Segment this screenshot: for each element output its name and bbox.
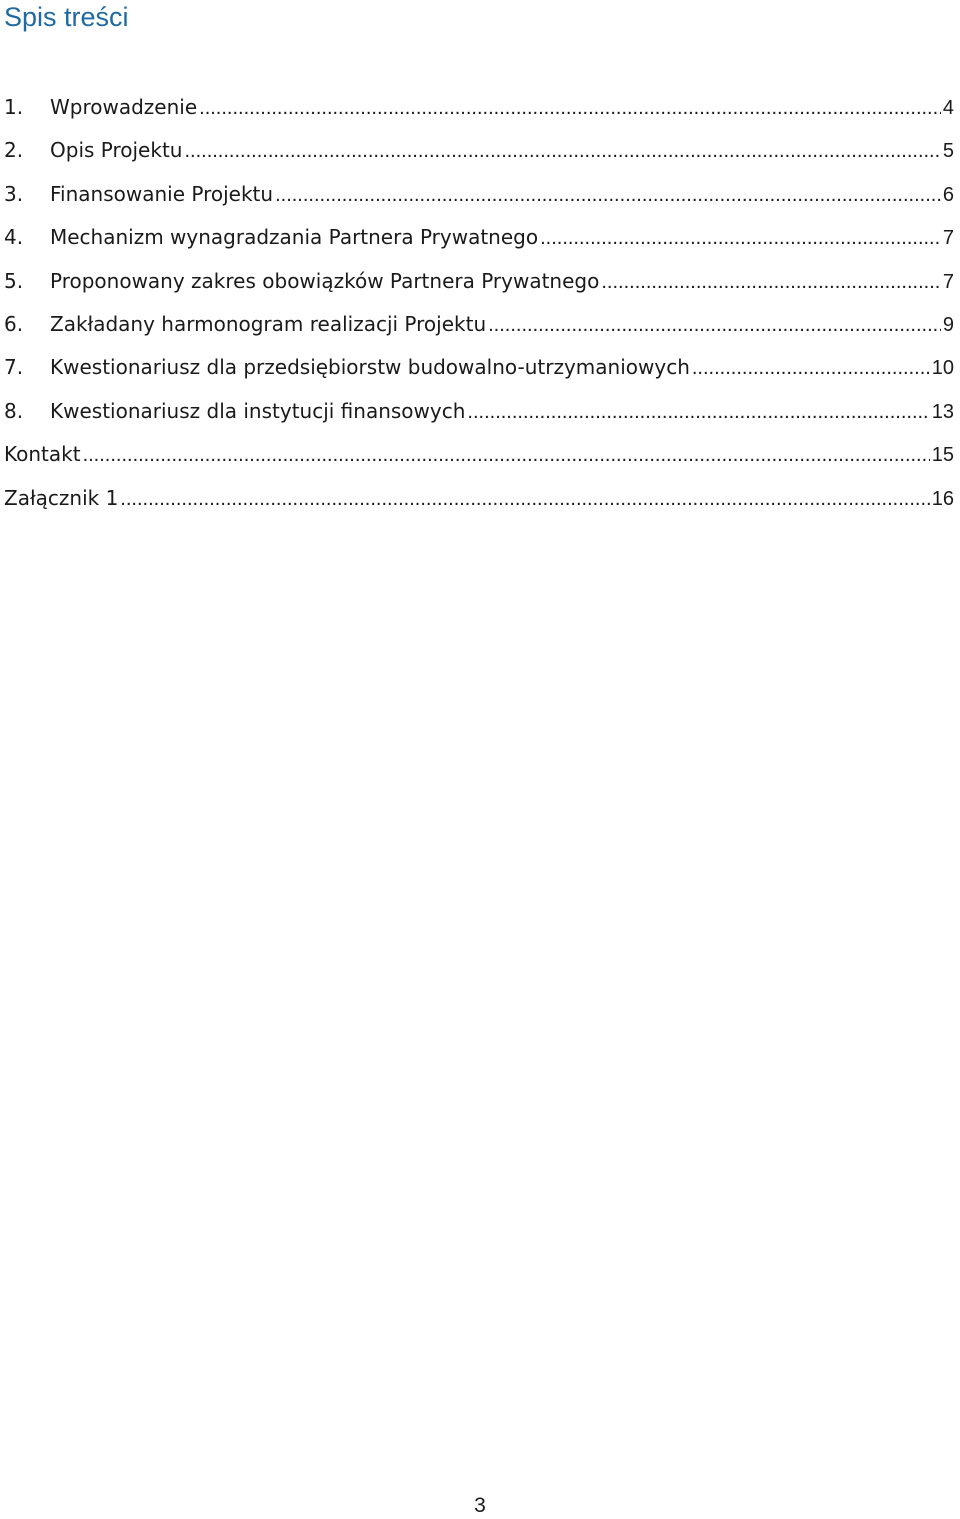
toc-entry[interactable]	[4, 433, 960, 476]
toc-entry-title[interactable]: Wprowadzenie	[50, 95, 198, 119]
toc-entry-number: 8.	[4, 398, 24, 423]
toc-entry[interactable]	[4, 129, 960, 172]
toc-entry-number: 7.	[4, 355, 24, 380]
toc-entry-number: 5.	[4, 268, 24, 293]
toc-entry-title[interactable]: Załącznik 1	[4, 485, 119, 510]
toc-leader-dots	[120, 478, 929, 521]
toc-leader-dots	[601, 261, 941, 304]
toc-leader-dots	[275, 174, 941, 217]
toc-entry[interactable]	[4, 216, 960, 259]
toc-entry-page[interactable]: 16	[931, 487, 954, 510]
toc-leader-dots	[467, 391, 929, 434]
toc-entry-page[interactable]: 13	[931, 400, 954, 423]
toc-entry-page[interactable]: 6	[942, 183, 954, 206]
toc-leader-dots	[199, 87, 941, 130]
toc-entry[interactable]	[4, 86, 960, 129]
toc-leader-dots	[184, 130, 940, 173]
toc-entry-title[interactable]: Finansowanie Projektu	[50, 181, 274, 206]
toc-entry-title[interactable]: Kwestionariusz dla przedsiębiorstw budowalno-utrzymaniowych	[50, 355, 690, 380]
toc-entry-number: 6.	[4, 311, 24, 336]
toc-entry-title[interactable]: Zakładany harmonogram realizacji Projektu	[50, 311, 487, 336]
toc-entry-title[interactable]: Proponowany zakres obowiązków Partnera Prywatnego	[50, 268, 600, 293]
toc-entry-page[interactable]: 10	[931, 357, 954, 380]
toc-leader-dots	[488, 304, 941, 347]
toc-entry-page[interactable]: 7	[942, 270, 954, 293]
toc-entry-number: 3.	[4, 181, 24, 206]
toc-entry-page[interactable]: 15	[931, 444, 954, 467]
toc-entry-page[interactable]: 4	[942, 97, 954, 119]
toc-title: Spis treści	[4, 2, 129, 32]
toc-entry-page[interactable]: 9	[942, 313, 954, 336]
page-number: 3	[474, 1494, 486, 1517]
toc-entry-number: 1.	[4, 95, 24, 119]
toc-entry-page[interactable]: 7	[942, 227, 954, 250]
toc-entry-title[interactable]: Kontakt	[4, 442, 81, 467]
toc-entry[interactable]	[4, 303, 960, 346]
toc-entry[interactable]	[4, 260, 960, 303]
toc-entry-title[interactable]: Kwestionariusz dla instytucji finansowych	[50, 398, 466, 423]
toc-leader-dots	[83, 434, 930, 477]
toc-entry[interactable]	[4, 346, 960, 389]
toc-entry[interactable]	[4, 477, 960, 520]
toc-entry[interactable]	[4, 173, 960, 216]
toc-entry-title[interactable]: Mechanizm wynagradzania Partnera Prywatnego	[50, 225, 539, 250]
toc-entry-page[interactable]: 5	[942, 140, 954, 163]
toc-entry-number: 4.	[4, 225, 24, 250]
toc-entry-number: 2.	[4, 138, 24, 163]
toc-leader-dots	[540, 217, 941, 260]
toc-entry-title[interactable]: Opis Projektu	[50, 138, 183, 163]
toc-leader-dots	[692, 347, 930, 390]
toc-list	[4, 86, 960, 520]
toc-entry[interactable]	[4, 390, 960, 433]
